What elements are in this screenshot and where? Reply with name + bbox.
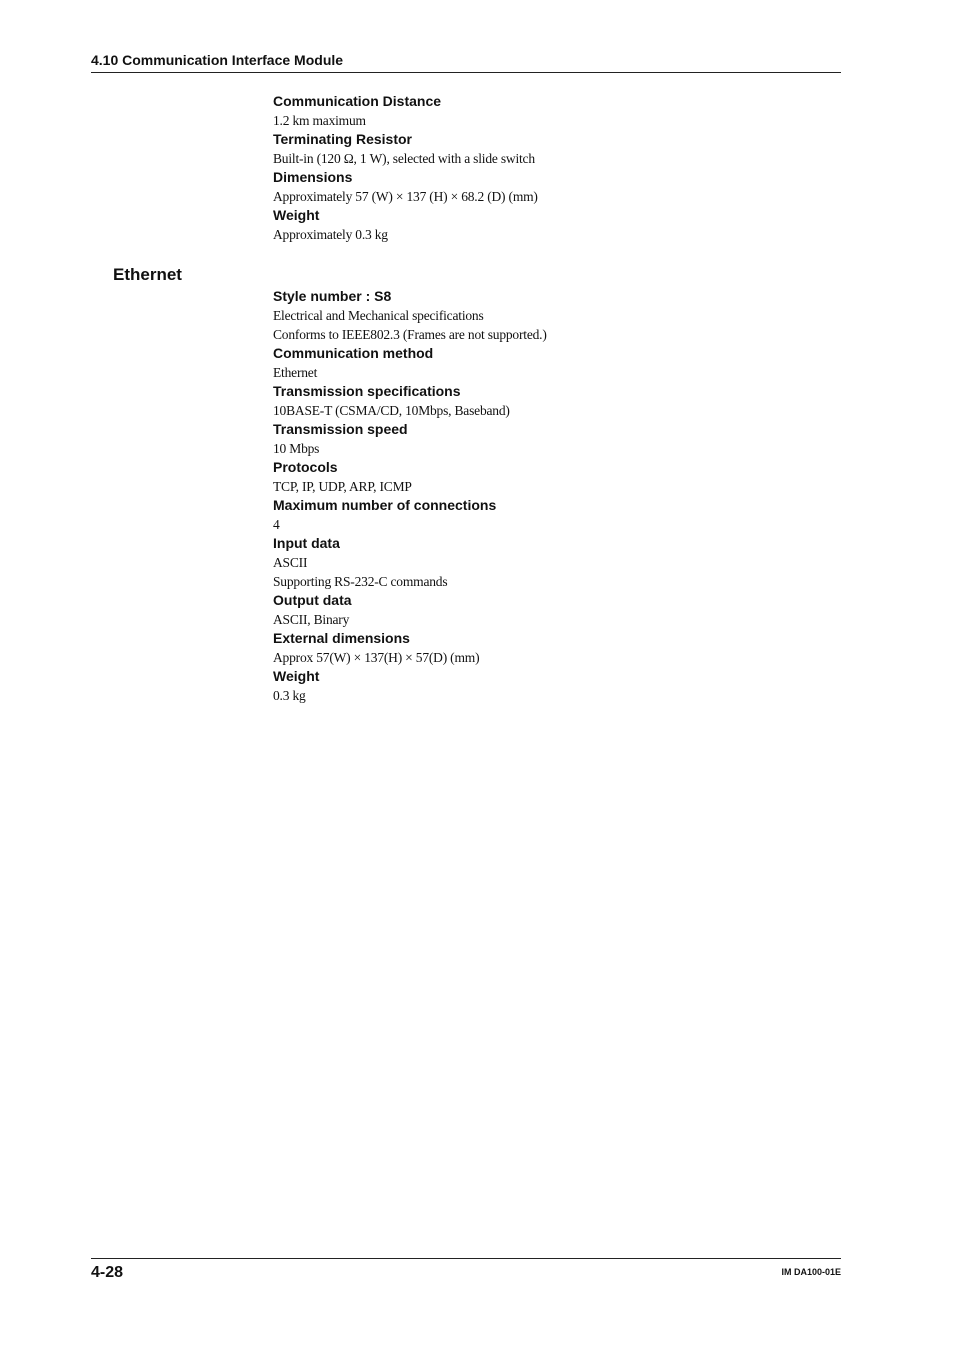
spec-item xyxy=(273,130,833,168)
spec-label: Weight xyxy=(273,668,320,684)
spec-list-top xyxy=(273,92,833,244)
spec-item xyxy=(273,206,833,244)
running-header xyxy=(91,51,841,73)
spec-item xyxy=(273,667,833,705)
spec-value: 10BASE-T (CSMA/CD, 10Mbps, Baseband) xyxy=(273,403,510,418)
spec-label: External dimensions xyxy=(273,630,410,646)
spec-label: Input data xyxy=(273,535,340,551)
spec-label: Communication Distance xyxy=(273,93,442,109)
spec-item xyxy=(273,496,833,534)
section-title-ethernet: Ethernet xyxy=(113,265,182,284)
spec-item xyxy=(273,168,833,206)
spec-item xyxy=(273,534,833,591)
spec-item xyxy=(273,591,833,629)
spec-item xyxy=(273,420,833,458)
spec-value: ASCII, Binary xyxy=(273,612,350,627)
spec-value: TCP, IP, UDP, ARP, ICMP xyxy=(273,479,412,494)
spec-value: Supporting RS-232-C commands xyxy=(273,574,448,589)
spec-label: Transmission speed xyxy=(273,421,408,437)
spec-label: Maximum number of connections xyxy=(273,497,497,513)
header-title: 4.10 Communication Interface Module xyxy=(91,52,344,68)
page-footer xyxy=(91,1258,841,1287)
spec-value: Approx 57(W) × 137(H) × 57(D) (mm) xyxy=(273,650,480,665)
spec-item xyxy=(273,287,833,344)
spec-label: Terminating Resistor xyxy=(273,131,412,147)
document-id: IM DA100-01E xyxy=(781,1267,841,1277)
spec-value: 1.2 km maximum xyxy=(273,113,366,128)
spec-list-ethernet xyxy=(273,287,833,705)
spec-item xyxy=(273,458,833,496)
spec-label: Output data xyxy=(273,592,352,608)
spec-value: ASCII xyxy=(273,555,308,570)
spec-item xyxy=(273,92,833,130)
spec-value: 0.3 kg xyxy=(273,688,306,703)
spec-label: Style number : S8 xyxy=(273,288,392,304)
spec-value: 4 xyxy=(273,517,280,532)
spec-label: Transmission specifications xyxy=(273,383,461,399)
spec-value: Built-in (120 Ω, 1 W), selected with a slide switch xyxy=(273,151,535,166)
spec-label: Weight xyxy=(273,207,320,223)
spec-value: Approximately 0.3 kg xyxy=(273,227,388,242)
spec-item xyxy=(273,344,833,382)
spec-label: Protocols xyxy=(273,459,338,475)
spec-item xyxy=(273,629,833,667)
spec-value: Conforms to IEEE802.3 (Frames are not supported.) xyxy=(273,327,547,342)
spec-value: 10 Mbps xyxy=(273,441,320,456)
spec-value: Approximately 57 (W) × 137 (H) × 68.2 (D) (mm) xyxy=(273,189,538,204)
spec-label: Communication method xyxy=(273,345,434,361)
spec-value: Electrical and Mechanical specifications xyxy=(273,308,484,323)
spec-label: Dimensions xyxy=(273,169,353,185)
spec-item xyxy=(273,382,833,420)
page-number: 4-28 xyxy=(91,1264,124,1281)
spec-value: Ethernet xyxy=(273,365,318,380)
